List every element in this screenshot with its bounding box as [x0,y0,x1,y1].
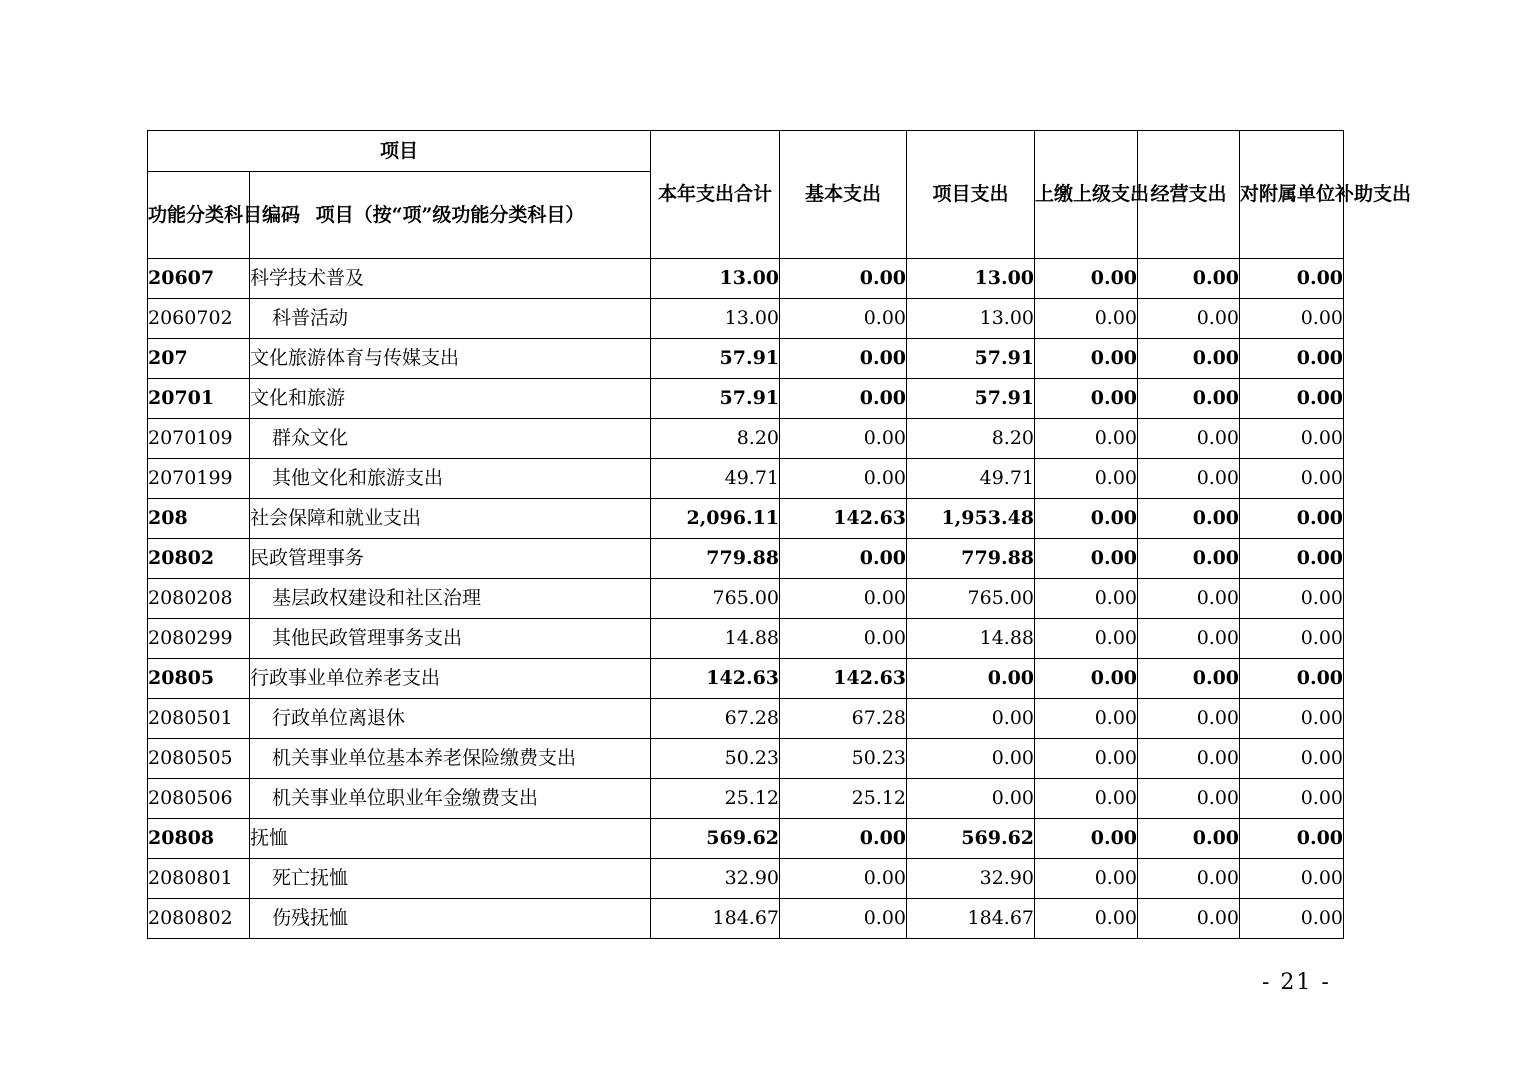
row-name: 行政事业单位养老支出 [250,659,651,699]
row-code: 2080299 [148,619,250,659]
cell-remit-superior: 0.00 [1035,659,1138,699]
cell-total: 50.23 [651,739,780,779]
cell-project: 0.00 [907,699,1035,739]
cell-remit-superior: 0.00 [1035,299,1138,339]
row-code: 2080801 [148,859,250,899]
row-name: 行政单位离退休 [250,699,651,739]
cell-subsidy-affiliated: 0.00 [1240,579,1344,619]
cell-basic: 0.00 [780,459,907,499]
table-row [148,619,1344,659]
cell-total: 765.00 [651,579,780,619]
table-row [148,859,1344,899]
cell-total: 569.62 [651,819,780,859]
cell-remit-superior: 0.00 [1035,259,1138,299]
cell-project: 0.00 [907,739,1035,779]
table-row [148,779,1344,819]
table-row [148,259,1344,299]
cell-remit-superior: 0.00 [1035,699,1138,739]
cell-basic: 0.00 [780,539,907,579]
cell-basic: 0.00 [780,379,907,419]
col-header-total: 本年支出合计 [651,131,780,259]
cell-basic: 0.00 [780,419,907,459]
row-code: 208 [148,499,250,539]
cell-project: 184.67 [907,899,1035,939]
cell-remit-superior: 0.00 [1035,579,1138,619]
row-code: 20802 [148,539,250,579]
row-name: 基层政权建设和社区治理 [250,579,651,619]
cell-operating: 0.00 [1138,819,1240,859]
row-name: 文化旅游体育与传媒支出 [250,339,651,379]
cell-operating: 0.00 [1138,739,1240,779]
table-row [148,659,1344,699]
cell-subsidy-affiliated: 0.00 [1240,699,1344,739]
cell-operating: 0.00 [1138,419,1240,459]
cell-remit-superior: 0.00 [1035,539,1138,579]
cell-basic: 50.23 [780,739,907,779]
cell-total: 142.63 [651,659,780,699]
col-header-basic: 基本支出 [780,131,907,259]
row-name: 群众文化 [250,419,651,459]
table-row [148,539,1344,579]
cell-project: 569.62 [907,819,1035,859]
col-header-code: 功能分类科目编码 [148,172,250,259]
row-name: 机关事业单位基本养老保险缴费支出 [250,739,651,779]
cell-basic: 0.00 [780,819,907,859]
cell-remit-superior: 0.00 [1035,339,1138,379]
cell-total: 13.00 [651,299,780,339]
cell-operating: 0.00 [1138,699,1240,739]
cell-operating: 0.00 [1138,579,1240,619]
cell-remit-superior: 0.00 [1035,619,1138,659]
cell-subsidy-affiliated: 0.00 [1240,619,1344,659]
row-code: 207 [148,339,250,379]
table-row [148,579,1344,619]
cell-total: 13.00 [651,259,780,299]
cell-basic: 0.00 [780,619,907,659]
cell-operating: 0.00 [1138,259,1240,299]
table-row [148,419,1344,459]
cell-basic: 0.00 [780,299,907,339]
cell-total: 57.91 [651,339,780,379]
cell-remit-superior: 0.00 [1035,419,1138,459]
cell-total: 14.88 [651,619,780,659]
row-name: 科学技术普及 [250,259,651,299]
row-code: 20805 [148,659,250,699]
cell-operating: 0.00 [1138,379,1240,419]
cell-remit-superior: 0.00 [1035,499,1138,539]
row-code: 2070199 [148,459,250,499]
cell-project: 49.71 [907,459,1035,499]
cell-total: 67.28 [651,699,780,739]
row-name: 抚恤 [250,819,651,859]
cell-basic: 25.12 [780,779,907,819]
row-code: 2070109 [148,419,250,459]
cell-remit-superior: 0.00 [1035,459,1138,499]
row-code: 20607 [148,259,250,299]
cell-operating: 0.00 [1138,779,1240,819]
table-row [148,819,1344,859]
row-code: 2080802 [148,899,250,939]
cell-total: 184.67 [651,899,780,939]
cell-subsidy-affiliated: 0.00 [1240,379,1344,419]
cell-subsidy-affiliated: 0.00 [1240,339,1344,379]
row-code: 2080506 [148,779,250,819]
cell-project: 779.88 [907,539,1035,579]
cell-subsidy-affiliated: 0.00 [1240,459,1344,499]
table-row [148,739,1344,779]
cell-project: 13.00 [907,299,1035,339]
cell-subsidy-affiliated: 0.00 [1240,659,1344,699]
cell-subsidy-affiliated: 0.00 [1240,859,1344,899]
cell-total: 49.71 [651,459,780,499]
cell-operating: 0.00 [1138,339,1240,379]
cell-basic: 0.00 [780,579,907,619]
col-header-name: 项目（按“项”级功能分类科目） [250,172,651,259]
cell-subsidy-affiliated: 0.00 [1240,739,1344,779]
row-code: 2060702 [148,299,250,339]
row-code: 20808 [148,819,250,859]
cell-total: 779.88 [651,539,780,579]
row-name: 其他民政管理事务支出 [250,619,651,659]
cell-remit-superior: 0.00 [1035,739,1138,779]
row-name: 死亡抚恤 [250,859,651,899]
table-body [148,259,1344,939]
table-row [148,499,1344,539]
cell-project: 14.88 [907,619,1035,659]
header-item-label: 项目 [148,131,651,172]
col-header-project: 项目支出 [907,131,1035,259]
cell-remit-superior: 0.00 [1035,779,1138,819]
cell-remit-superior: 0.00 [1035,379,1138,419]
cell-subsidy-affiliated: 0.00 [1240,299,1344,339]
cell-subsidy-affiliated: 0.00 [1240,819,1344,859]
cell-operating: 0.00 [1138,619,1240,659]
cell-total: 8.20 [651,419,780,459]
table-row [148,459,1344,499]
col-header-remit-superior: 上缴上级支出 [1035,131,1138,259]
row-name: 民政管理事务 [250,539,651,579]
cell-total: 2,096.11 [651,499,780,539]
row-code: 2080208 [148,579,250,619]
row-name: 科普活动 [250,299,651,339]
cell-basic: 142.63 [780,499,907,539]
cell-remit-superior: 0.00 [1035,819,1138,859]
cell-operating: 0.00 [1138,899,1240,939]
cell-operating: 0.00 [1138,299,1240,339]
cell-operating: 0.00 [1138,539,1240,579]
cell-subsidy-affiliated: 0.00 [1240,539,1344,579]
cell-subsidy-affiliated: 0.00 [1240,259,1344,299]
table-row [148,379,1344,419]
row-name: 社会保障和就业支出 [250,499,651,539]
row-code: 2080501 [148,699,250,739]
table-row [148,699,1344,739]
cell-remit-superior: 0.00 [1035,859,1138,899]
cell-project: 13.00 [907,259,1035,299]
cell-project: 0.00 [907,779,1035,819]
cell-project: 765.00 [907,579,1035,619]
cell-subsidy-affiliated: 0.00 [1240,779,1344,819]
cell-basic: 0.00 [780,899,907,939]
cell-basic: 142.63 [780,659,907,699]
row-name: 机关事业单位职业年金缴费支出 [250,779,651,819]
cell-basic: 67.28 [780,699,907,739]
cell-operating: 0.00 [1138,659,1240,699]
cell-operating: 0.00 [1138,499,1240,539]
cell-operating: 0.00 [1138,459,1240,499]
table-row [148,299,1344,339]
cell-basic: 0.00 [780,859,907,899]
cell-project: 57.91 [907,339,1035,379]
table-row [148,899,1344,939]
cell-project: 1,953.48 [907,499,1035,539]
row-code: 20701 [148,379,250,419]
cell-basic: 0.00 [780,339,907,379]
row-name: 伤残抚恤 [250,899,651,939]
table-row [148,339,1344,379]
row-code: 2080505 [148,739,250,779]
cell-project: 32.90 [907,859,1035,899]
cell-remit-superior: 0.00 [1035,899,1138,939]
cell-project: 0.00 [907,659,1035,699]
page-number: - 21 - [1262,970,1331,995]
cell-total: 25.12 [651,779,780,819]
cell-operating: 0.00 [1138,859,1240,899]
cell-total: 32.90 [651,859,780,899]
cell-basic: 0.00 [780,259,907,299]
cell-subsidy-affiliated: 0.00 [1240,419,1344,459]
row-name: 其他文化和旅游支出 [250,459,651,499]
cell-project: 8.20 [907,419,1035,459]
row-name: 文化和旅游 [250,379,651,419]
cell-total: 57.91 [651,379,780,419]
expenditure-table [147,130,1412,939]
col-header-subsidy-affiliated: 对附属单位补助支出 [1240,131,1344,259]
cell-subsidy-affiliated: 0.00 [1240,499,1344,539]
cell-subsidy-affiliated: 0.00 [1240,899,1344,939]
cell-project: 57.91 [907,379,1035,419]
col-header-operating: 经营支出 [1138,131,1240,259]
